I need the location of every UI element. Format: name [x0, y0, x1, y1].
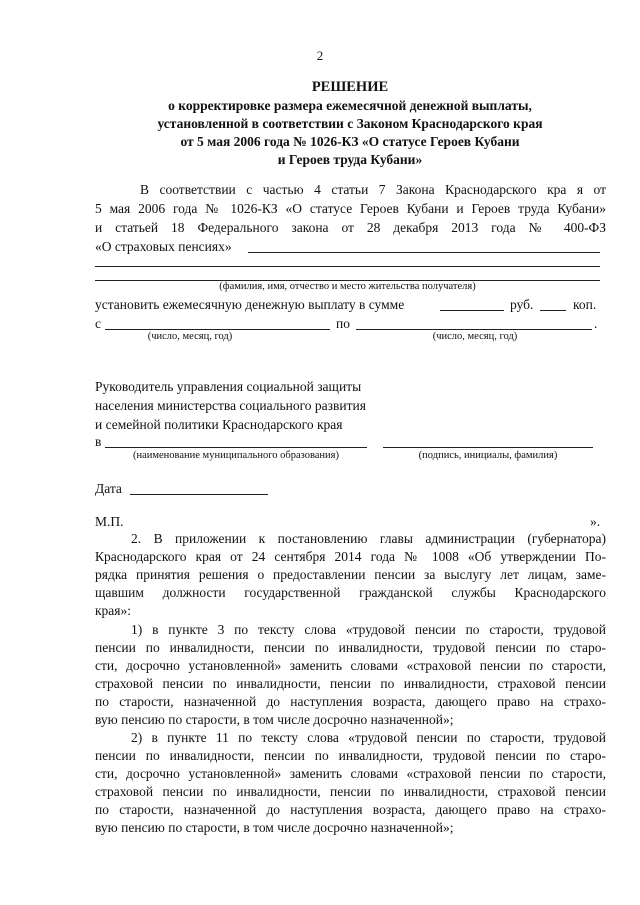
title-heading: РЕШЕНИЕ: [311, 79, 389, 95]
recipient-blank-2[interactable]: [95, 266, 600, 267]
municipality-hint: (наименование муниципального образования): [132, 450, 340, 461]
title-line: от 5 мая 2006 года № 1026-КЗ «О статусе Героев Кубани: [180, 134, 520, 149]
item-1-line: страховой пенсии по инвалидности, пенсии по инвалидности, страховой пенсии: [95, 676, 606, 691]
rub-label: руб.: [510, 297, 534, 312]
item-2-line: пенсии по инвалидности, пенсии по инвалидности, трудовой пенсии по старо-: [95, 748, 606, 763]
amount-rub-field[interactable]: [440, 310, 504, 311]
municipality-field[interactable]: [105, 447, 367, 448]
item-2-line: страховой пенсии по инвалидности, пенсии по инвалидности, страховой пенсии: [95, 784, 606, 799]
intro-law-ref: «О страховых пенсиях»: [95, 239, 232, 254]
date-from-hint: (число, месяц, год): [147, 331, 233, 342]
intro-line: 5 мая 2006 года № 1026-КЗ «О статусе Героев Кубани и Героев труда Кубани»: [95, 201, 606, 216]
period-end: .: [594, 316, 598, 331]
section-2: [95, 530, 606, 620]
item-1-line: по старости, назначенной до наступления возраста, дающего право на страхо-: [95, 694, 606, 709]
kop-label: коп.: [573, 297, 597, 312]
head-title-line: населения министерства социального развития: [95, 398, 366, 413]
head-in-label: в: [95, 434, 102, 449]
quote-close: ».: [590, 514, 601, 529]
from-label: с: [95, 316, 101, 331]
item-2-line: вую пенсию по старости, в том числе досрочно назначенной»;: [95, 820, 454, 835]
signature-field[interactable]: [383, 447, 593, 448]
section-2-line: щавшим должности государственной гражданской службы Краснодарского: [95, 585, 606, 600]
decision-title: [90, 78, 610, 169]
intro-line: и статьей 18 Федерального закона от 28 декабря 2013 года № 400-ФЗ: [95, 220, 606, 235]
intro-paragraph: [95, 180, 606, 237]
item-1: [95, 621, 606, 729]
item-1-line: 1) в пункте 3 по тексту слова «трудовой пенсии по старости, трудовой: [131, 622, 606, 637]
item-2-line: сти, досрочно установленной» заменить словами «страховой пенсии по старости,: [95, 766, 606, 781]
amount-kop-field[interactable]: [540, 310, 566, 311]
date-to-hint: (число, месяц, год): [432, 331, 518, 342]
stamp-label: М.П.: [95, 514, 124, 529]
title-line: установленной в соответствии с Законом Краснодарского края: [157, 116, 543, 131]
to-label: по: [336, 316, 350, 331]
date-label: Дата: [95, 481, 122, 496]
page-number: 2: [316, 48, 324, 63]
payment-label: установить ежемесячную денежную выплату в сумме: [95, 297, 405, 312]
item-1-line: пенсии по инвалидности, пенсии по инвалидности, трудовой пенсии по старо-: [95, 640, 606, 655]
item-2: [95, 729, 606, 837]
date-from-field[interactable]: [105, 329, 330, 330]
section-2-line: 2. В приложении к постановлению главы администрации (губернатора): [131, 531, 606, 546]
section-2-line: края»:: [95, 603, 132, 618]
item-2-line: по старости, назначенной до наступления возраста, дающего право на страхо-: [95, 802, 606, 817]
section-2-line: рядка принятия решения о предоставлении пенсии за выслугу лет лицам, заме-: [95, 567, 606, 582]
head-title-line: Руководитель управления социальной защиты: [95, 379, 362, 394]
signature-hint: (подпись, инициалы, фамилия): [418, 450, 558, 461]
intro-line: В соответствии с частью 4 статьи 7 Закона Краснодарского кра я от: [140, 182, 606, 197]
item-1-line: сти, досрочно установленной» заменить словами «страховой пенсии по старости,: [95, 658, 606, 673]
section-2-line: Краснодарского края от 24 сентября 2014 года № 1008 «Об утверждении По-: [95, 549, 606, 564]
item-1-line: вую пенсию по старости, в том числе досрочно назначенной»;: [95, 712, 454, 727]
recipient-blank-1[interactable]: [248, 252, 600, 253]
date-to-field[interactable]: [356, 329, 592, 330]
head-title-line: и семейной политики Краснодарского края: [95, 417, 343, 432]
item-2-line: 2) в пункте 11 по тексту слова «трудовой пенсии по старости, трудовой: [131, 730, 606, 745]
title-line: о корректировке размера ежемесячной денежной выплаты,: [168, 98, 532, 113]
recipient-hint: (фамилия, имя, отчество и место жительства получателя): [219, 281, 476, 292]
title-line: и Героев труда Кубани»: [277, 152, 423, 167]
date-field[interactable]: [130, 494, 268, 495]
